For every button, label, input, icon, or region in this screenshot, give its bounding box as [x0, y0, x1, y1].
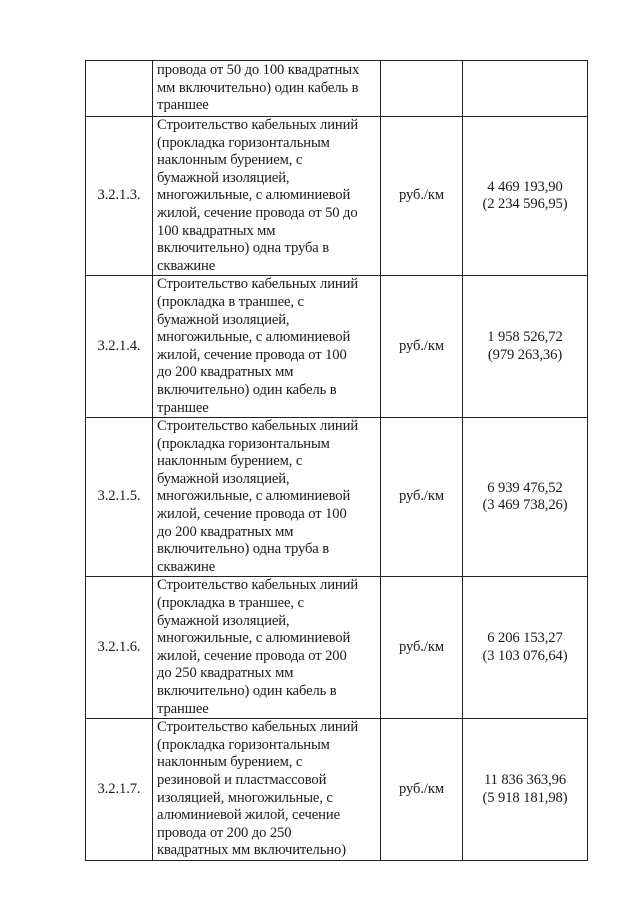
item-number: 3.2.1.6.: [97, 639, 141, 656]
item-description: Строительство кабельных линий (прокладка горизонтальным наклонным бурением, с резиновой и пластмассовой изоляцией, многожильные, с алюминиевой жилой, сечение провода от 200 до 250 квадратных мм включительно): [157, 719, 359, 859]
item-unit: руб./км: [399, 639, 444, 656]
item-price-vat: (979 263,36): [487, 346, 563, 363]
unit-cell: [381, 577, 463, 719]
item-description: Строительство кабельных линий (прокладка горизонтальным наклонным бурением, с бумажной изоляцией, многожильные, с алюминиевой жилой, сечение провода от 100 до 200 квадратных мм включительно) одна труба в скважине: [157, 418, 359, 575]
item-number-cell: [86, 276, 153, 418]
unit-cell: [381, 418, 463, 577]
item-description: Строительство кабельных линий (прокладка горизонтальным наклонным бурением, с бумажной изоляцией, многожильные, с алюминиевой жилой, сечение провода от 50 до 100 квадратных мм включительно) одна труба в скважине: [157, 117, 359, 274]
item-unit: руб./км: [399, 187, 444, 204]
item-unit: руб./км: [399, 488, 444, 505]
unit-cell: [381, 61, 463, 117]
table-row: [86, 418, 588, 577]
item-number: 3.2.1.3.: [97, 187, 141, 204]
description-cell: [153, 719, 381, 861]
item-number: 3.2.1.7.: [97, 780, 141, 797]
table-row: [86, 117, 588, 276]
table-row: [86, 276, 588, 418]
item-price-vat: (3 103 076,64): [482, 647, 568, 664]
item-price: 6 206 153,27: [487, 630, 563, 647]
item-number-cell: [86, 117, 153, 276]
item-number: 3.2.1.4.: [97, 337, 141, 354]
item-unit: руб./км: [399, 780, 444, 797]
table-row: [86, 577, 588, 719]
description-cell: [153, 577, 381, 719]
unit-cell: [381, 276, 463, 418]
price-cell: [463, 719, 588, 861]
item-price-vat: (3 469 738,26): [482, 497, 568, 514]
tariff-table: [85, 60, 588, 861]
description-cell: [153, 276, 381, 418]
item-price: 6 939 476,52: [487, 479, 563, 496]
item-description: Строительство кабельных линий (прокладка в траншее, с бумажной изоляцией, многожильные, с алюминиевой жилой, сечение провода от 100 до 200 квадратных мм включительно) один кабель в траншее: [157, 276, 359, 416]
unit-cell: [381, 719, 463, 861]
price-cell: [463, 117, 588, 276]
item-description: Строительство кабельных линий (прокладка в траншее, с бумажной изоляцией, многожильные, с алюминиевой жилой, сечение провода от 200 до 250 квадратных мм включительно) один кабель в траншее: [157, 577, 359, 717]
price-cell: [463, 61, 588, 117]
item-price-vat: (5 918 181,98): [482, 789, 568, 806]
description-cell: [153, 61, 381, 117]
item-number-cell: [86, 418, 153, 577]
item-price: 4 469 193,90: [487, 178, 563, 195]
item-price: 11 836 363,96: [483, 771, 567, 788]
item-unit: руб./км: [399, 337, 444, 354]
item-number-cell: [86, 719, 153, 861]
table-row: [86, 719, 588, 861]
item-number-cell: [86, 61, 153, 117]
unit-cell: [381, 117, 463, 276]
price-cell: [463, 577, 588, 719]
item-price: 1 958 526,72: [487, 329, 563, 346]
item-description: провода от 50 до 100 квадратных мм включительно) один кабель в траншее: [157, 62, 360, 114]
item-price-vat: (2 234 596,95): [482, 196, 568, 213]
item-number: 3.2.1.5.: [97, 488, 141, 505]
price-cell: [463, 276, 588, 418]
item-number-cell: [86, 577, 153, 719]
table-row: [86, 61, 588, 117]
description-cell: [153, 418, 381, 577]
description-cell: [153, 117, 381, 276]
price-cell: [463, 418, 588, 577]
